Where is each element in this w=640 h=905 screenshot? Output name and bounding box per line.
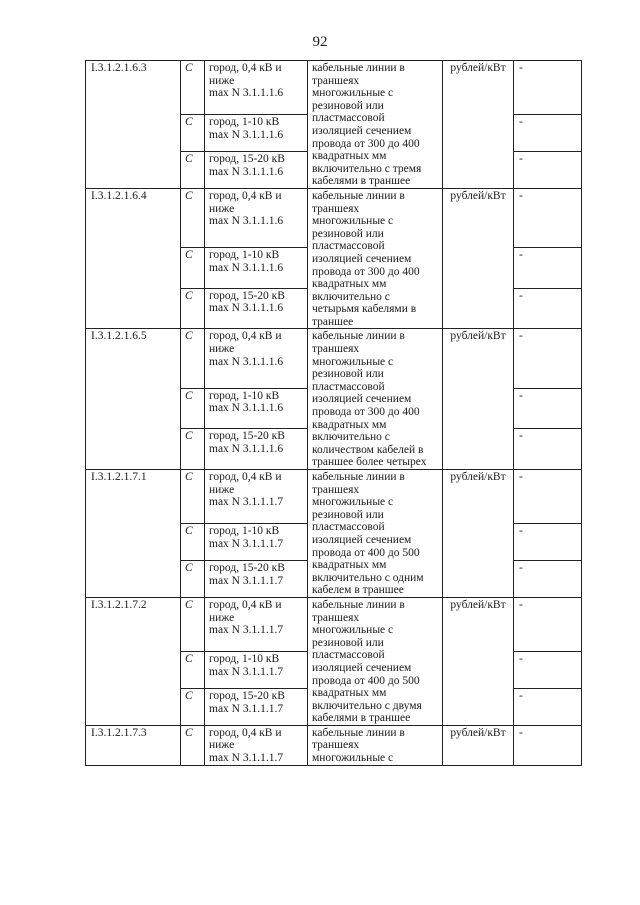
description-line: пластмассовой <box>312 649 385 662</box>
category-letter: С <box>181 388 205 429</box>
description-line: провода от 300 до 400 <box>312 137 420 150</box>
description-line: траншеях <box>312 483 360 496</box>
table-row <box>86 329 582 388</box>
voltage-cell <box>205 688 308 725</box>
voltage-line: ниже <box>209 202 235 215</box>
unit-cell: рублей/кВт <box>443 470 514 598</box>
unit-cell: рублей/кВт <box>443 329 514 470</box>
description-line: многожильные с <box>312 355 394 368</box>
table-row <box>86 725 582 765</box>
description-line: кабелями в траншее <box>312 712 411 725</box>
voltage-line: город, 1-10 кВ <box>209 652 280 665</box>
description-line: кабельные линии в <box>312 330 405 343</box>
voltage-line: город, 15-20 кВ <box>209 152 285 165</box>
value-cell: - <box>514 248 582 289</box>
voltage-line: max N 3.1.1.1.7 <box>209 496 284 509</box>
description-line: многожильные с <box>312 752 394 765</box>
description-line: многожильные с <box>312 624 394 637</box>
voltage-line: max N 3.1.1.1.7 <box>209 574 284 587</box>
value-cell: - <box>514 429 582 470</box>
description-line: кабелями в траншее <box>312 175 411 188</box>
voltage-line: max N 3.1.1.1.6 <box>209 443 284 455</box>
voltage-cell <box>205 429 308 470</box>
description-line: резиновой или <box>312 368 384 381</box>
table-body <box>86 61 582 766</box>
row-code: I.3.1.2.1.6.3 <box>86 61 181 189</box>
description-line: пластмассовой <box>312 112 385 125</box>
unit-cell: рублей/кВт <box>443 188 514 329</box>
row-code: I.3.1.2.1.6.4 <box>86 188 181 329</box>
voltage-line: max N 3.1.1.1.6 <box>209 261 284 274</box>
description-cell <box>308 188 443 329</box>
value-cell: - <box>514 288 582 329</box>
voltage-line: город, 15-20 кВ <box>209 561 285 574</box>
description-line: квадратных мм <box>312 278 387 291</box>
voltage-line: ниже <box>209 483 235 496</box>
value-cell: - <box>514 329 582 388</box>
voltage-cell <box>205 470 308 524</box>
voltage-cell <box>205 388 308 429</box>
category-letter: С <box>181 115 205 152</box>
value-cell: - <box>514 151 582 188</box>
description-line: изоляцией сечением <box>312 393 412 406</box>
voltage-line: max N 3.1.1.1.6 <box>209 302 284 315</box>
voltage-line: max N 3.1.1.1.7 <box>209 752 284 765</box>
value-cell: - <box>514 651 582 688</box>
value-cell: - <box>514 524 582 561</box>
voltage-cell <box>205 651 308 688</box>
value-cell: - <box>514 560 582 597</box>
description-line: пластмассовой <box>312 240 385 253</box>
voltage-line: город, 1-10 кВ <box>209 389 280 402</box>
description-line: кабельные линии в <box>312 62 405 74</box>
description-line: включительно с <box>312 290 390 303</box>
description-line: кабельные линии в <box>312 471 405 483</box>
description-line: изоляцией сечением <box>312 252 412 265</box>
voltage-line: город, 15-20 кВ <box>209 689 285 702</box>
voltage-line: ниже <box>209 739 235 752</box>
category-letter: С <box>181 651 205 688</box>
voltage-line: ниже <box>209 74 235 87</box>
description-cell <box>308 470 443 598</box>
voltage-cell <box>205 151 308 188</box>
voltage-line: город, 1-10 кВ <box>209 525 280 538</box>
description-cell <box>308 597 443 725</box>
description-line: пластмассовой <box>312 521 385 534</box>
description-cell <box>308 725 443 765</box>
unit-cell: рублей/кВт <box>443 725 514 765</box>
table-row <box>86 470 582 524</box>
description-line: траншее <box>312 315 354 328</box>
description-line: изоляцией сечением <box>312 661 412 674</box>
voltage-line: max N 3.1.1.1.7 <box>209 624 284 637</box>
voltage-line: max N 3.1.1.1.7 <box>209 537 284 550</box>
category-letter: С <box>181 725 205 765</box>
voltage-line: ниже <box>209 611 235 624</box>
voltage-line: город, 0,4 кВ и <box>209 62 282 74</box>
value-cell: - <box>514 597 582 651</box>
voltage-cell <box>205 248 308 289</box>
voltage-cell <box>205 524 308 561</box>
description-line: квадратных мм <box>312 559 387 572</box>
description-line: квадратных мм <box>312 418 387 431</box>
description-line: траншеях <box>312 611 360 624</box>
description-line: изоляцией сечением <box>312 533 412 546</box>
description-line: многожильные с <box>312 496 394 509</box>
category-letter: С <box>181 688 205 725</box>
description-line: провода от 400 до 500 <box>312 674 420 687</box>
voltage-line: ниже <box>209 343 235 356</box>
voltage-line: max N 3.1.1.1.6 <box>209 402 284 415</box>
category-letter: С <box>181 470 205 524</box>
description-line: многожильные с <box>312 215 394 228</box>
voltage-line: max N 3.1.1.1.6 <box>209 87 284 100</box>
value-cell: - <box>514 61 582 115</box>
voltage-line: max N 3.1.1.1.7 <box>209 665 284 678</box>
value-cell: - <box>514 388 582 429</box>
voltage-cell <box>205 288 308 329</box>
value-cell: - <box>514 688 582 725</box>
description-line: включительно с тремя <box>312 162 422 175</box>
description-line: кабельные линии в <box>312 598 405 611</box>
unit-cell: рублей/кВт <box>443 61 514 189</box>
value-cell: - <box>514 470 582 524</box>
voltage-line: город, 0,4 кВ и <box>209 330 282 343</box>
description-line: многожильные с <box>312 87 394 100</box>
voltage-line: город, 0,4 кВ и <box>209 471 282 483</box>
voltage-line: max N 3.1.1.1.7 <box>209 702 284 715</box>
category-letter: С <box>181 597 205 651</box>
value-cell: - <box>514 725 582 765</box>
description-line: траншеях <box>312 739 360 752</box>
description-cell <box>308 61 443 189</box>
voltage-line: город, 15-20 кВ <box>209 430 285 443</box>
voltage-cell <box>205 188 308 247</box>
voltage-line: max N 3.1.1.1.6 <box>209 215 284 228</box>
table-row <box>86 597 582 651</box>
unit-cell: рублей/кВт <box>443 597 514 725</box>
category-letter: С <box>181 188 205 247</box>
table-row <box>86 188 582 247</box>
voltage-cell <box>205 115 308 152</box>
description-line: квадратных мм <box>312 687 387 700</box>
description-line: кабельные линии в <box>312 189 405 202</box>
voltage-cell <box>205 597 308 651</box>
row-code: I.3.1.2.1.7.3 <box>86 725 181 765</box>
voltage-line: город, 1-10 кВ <box>209 249 280 262</box>
category-letter: С <box>181 248 205 289</box>
voltage-line: город, 15-20 кВ <box>209 289 285 302</box>
category-letter: С <box>181 151 205 188</box>
description-line: траншее более четырех <box>312 456 427 469</box>
tariff-table <box>85 60 582 766</box>
description-line: четырьмя кабелями в <box>312 303 417 316</box>
description-line: резиновой или <box>312 508 384 521</box>
description-line: траншеях <box>312 343 360 356</box>
table-row <box>86 61 582 115</box>
description-line: траншеях <box>312 74 360 87</box>
description-line: включительно с одним <box>312 571 424 584</box>
row-code: I.3.1.2.1.7.1 <box>86 470 181 598</box>
page-number: 92 <box>312 34 328 50</box>
voltage-cell <box>205 329 308 388</box>
voltage-line: город, 0,4 кВ и <box>209 598 282 611</box>
category-letter: С <box>181 524 205 561</box>
description-line: включительно с двумя <box>312 699 422 712</box>
category-letter: С <box>181 560 205 597</box>
value-cell: - <box>514 188 582 247</box>
description-line: пластмассовой <box>312 380 385 393</box>
description-line: резиновой или <box>312 99 384 112</box>
voltage-cell <box>205 61 308 115</box>
description-line: траншеях <box>312 202 360 215</box>
description-line: кабелем в траншее <box>312 584 404 597</box>
description-line: резиновой или <box>312 636 384 649</box>
voltage-line: город, 0,4 кВ и <box>209 726 282 739</box>
category-letter: С <box>181 288 205 329</box>
description-line: провода от 400 до 500 <box>312 546 420 559</box>
voltage-cell <box>205 725 308 765</box>
description-line: кабельные линии в <box>312 726 405 739</box>
description-line: количеством кабелей в <box>312 443 424 456</box>
description-line: резиновой или <box>312 227 384 240</box>
description-line: провода от 300 до 400 <box>312 265 420 278</box>
description-line: изоляцией сечением <box>312 124 412 137</box>
description-line: провода от 300 до 400 <box>312 406 420 419</box>
row-code: I.3.1.2.1.7.2 <box>86 597 181 725</box>
voltage-line: max N 3.1.1.1.6 <box>209 355 284 368</box>
description-cell <box>308 329 443 470</box>
description-line: квадратных мм <box>312 150 387 163</box>
voltage-line: город, 1-10 кВ <box>209 116 280 129</box>
voltage-line: город, 0,4 кВ и <box>209 189 282 202</box>
voltage-line: max N 3.1.1.1.6 <box>209 128 284 141</box>
category-letter: С <box>181 429 205 470</box>
category-letter: С <box>181 61 205 115</box>
category-letter: С <box>181 329 205 388</box>
voltage-cell <box>205 560 308 597</box>
voltage-line: max N 3.1.1.1.6 <box>209 165 284 178</box>
row-code: I.3.1.2.1.6.5 <box>86 329 181 470</box>
description-line: включительно с <box>312 431 390 444</box>
value-cell: - <box>514 115 582 152</box>
